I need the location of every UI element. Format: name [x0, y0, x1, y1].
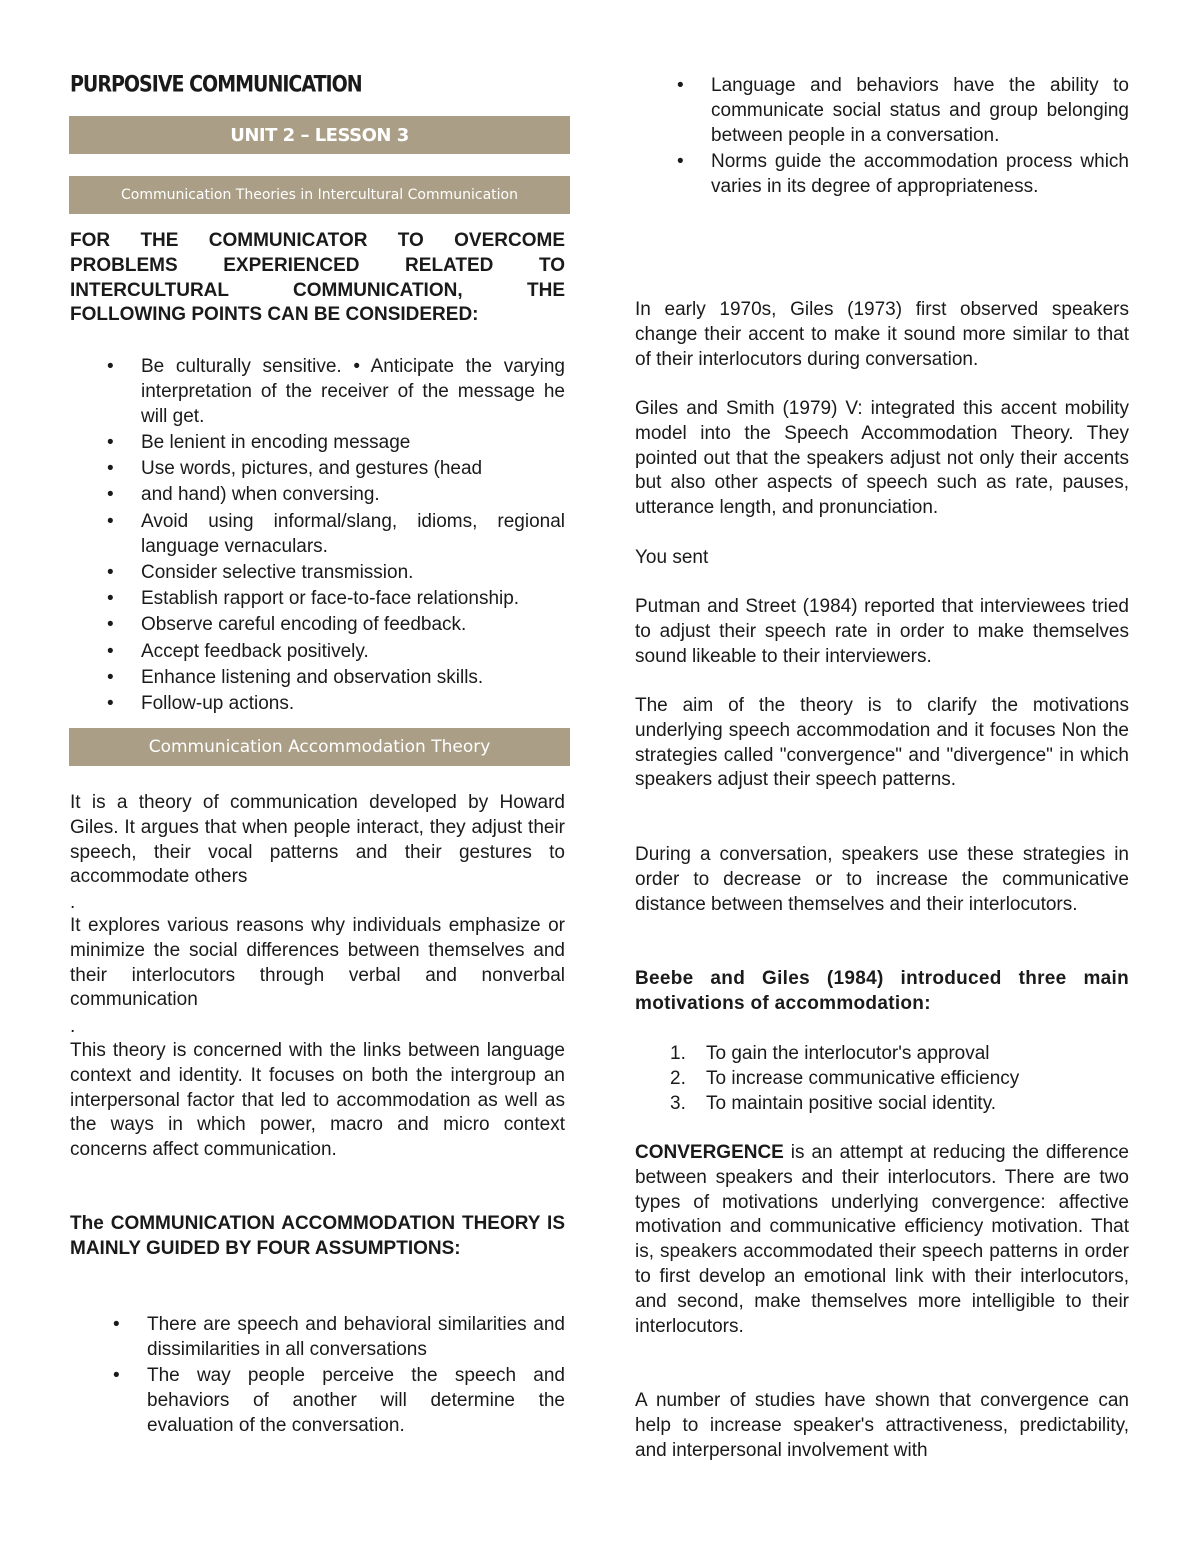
list-item — [670, 1042, 1129, 1067]
list-text: To increase communicative efficiency — [706, 1067, 1020, 1089]
list-item: • Be culturally sensitive. • Anticipate the varying interpretation of the receiver of the message he will get. — [141, 355, 565, 429]
motivations-list — [670, 1042, 1129, 1116]
section-band-cat: Communication Accommodation Theory — [69, 728, 570, 766]
convergence-paragraph — [635, 1141, 1129, 1339]
list-text: To maintain positive social identity. — [706, 1092, 997, 1114]
putman-street-paragraph: Putman and Street (1984) reported that interviewees tried to adjust their speech rate in order to make themselves sound likeable to their interviewers. — [635, 596, 1129, 667]
list-number: 1. — [670, 1043, 686, 1064]
assumptions-list — [147, 1313, 565, 1440]
list-item: • Use words, pictures, and gestures (head — [141, 457, 565, 482]
list-item: • Be lenient in encoding message — [141, 431, 565, 456]
list-item: • Avoid using informal/slang, idioms, regional language vernaculars. — [141, 510, 565, 560]
list-item: • and hand) when conversing. — [141, 483, 565, 508]
list-item: • Consider selective transmission. — [141, 561, 565, 586]
during-conversation-paragraph: During a conversation, speakers use these strategies in order to decrease or to increase the communicative distance between themselves and their interlocutors. — [635, 844, 1129, 915]
list-item — [670, 1067, 1129, 1092]
list-item: • Enhance listening and observation skills. — [141, 666, 565, 691]
convergence-text: is an attempt at reducing the difference between speakers and their interlocutors. There are two types of motivations underlying convergence: affective motivation and communicative efficiency motivation. That is, speakers accommodated their speech patterns in order to first develop an emotional link with their interlocutors, and second, make themselves more intelligible to their interlocutors. — [635, 1142, 1129, 1337]
intro-heading: FOR THE COMMUNICATOR TO OVERCOME PROBLEMS EXPERIENCED RELATED TO INTERCULTURAL COMMUNICATION, THE FOLLOWING POINTS CAN BE CONSIDERED: — [70, 230, 565, 326]
list-item: • Language and behaviors have the ability to communicate social status and group belonging between people in a conversation. — [711, 74, 1129, 148]
you-sent-line: You sent — [635, 547, 709, 568]
assumptions-heading: The COMMUNICATION ACCOMMODATION THEORY IS MAINLY GUIDED BY FOUR ASSUMPTIONS: — [70, 1213, 565, 1259]
tips-list — [141, 355, 565, 719]
lesson-subtitle-band: Communication Theories in Intercultural Communication — [69, 176, 570, 214]
dot-line: . — [70, 892, 76, 913]
convergence-term: CONVERGENCE — [635, 1142, 784, 1163]
list-text: To gain the interlocutor's approval — [706, 1043, 990, 1064]
cat-paragraph-2: It explores various reasons why individuals emphasize or minimize the social differences between themselves and their interlocutors through verbal and nonverbal communication — [70, 915, 565, 1011]
list-item — [670, 1092, 1129, 1117]
list-item: • Accept feedback positively. — [141, 640, 565, 665]
giles-smith-paragraph: Giles and Smith (1979) V: integrated this accent mobility model into the Speech Accommodation Theory. They pointed out that the speakers adjust not only their accents but also other aspects of speech such as rate, pauses, utterance length, and pronunciation. — [635, 398, 1129, 519]
list-number: 3. — [670, 1092, 686, 1114]
list-item: • Norms guide the accommodation process which varies in its degree of appropriateness. — [711, 150, 1129, 200]
studies-paragraph: A number of studies have shown that convergence can help to increase speaker's attractiveness, predictability, and interpersonal involvement with — [635, 1390, 1129, 1461]
assumptions-list-continued — [711, 74, 1129, 201]
list-item: • Observe careful encoding of feedback. — [141, 613, 565, 638]
motivations-heading: Beebe and Giles (1984) introduced three main motivations of accommodation: — [635, 968, 1129, 1014]
dot-line: . — [70, 1016, 76, 1037]
list-item: • Establish rapport or face-to-face relationship. — [141, 587, 565, 612]
theory-aim-paragraph: The aim of the theory is to clarify the motivations underlying speech accommodation and it focuses Non the strategies called "convergence" and "divergence" in which speakers adjust their speech patterns. — [635, 695, 1129, 791]
cat-paragraph-3: This theory is concerned with the links between language context and identity. It focuses on both the intergroup an interpersonal factor that led to accommodation as well as the ways in which power, macro and micro context concerns affect communication. — [70, 1040, 565, 1161]
unit-lesson-band: UNIT 2 – LESSON 3 — [69, 116, 570, 154]
list-number: 2. — [670, 1067, 686, 1089]
giles-1973-paragraph: In early 1970s, Giles (1973) first observed speakers change their accent to make it sound more similar to that of their interlocutors during conversation. — [635, 299, 1129, 370]
list-item: • The way people perceive the speech and behaviors of another will determine the evaluation of the conversation. — [147, 1364, 565, 1438]
list-item: • Follow-up actions. — [141, 692, 565, 717]
cat-paragraph-1: It is a theory of communication developed by Howard Giles. It argues that when people interact, they adjust their speech, their vocal patterns and their gestures to accommodate others — [70, 792, 565, 888]
document-title: PURPOSIVE COMMUNICATION — [70, 72, 362, 98]
list-item: • There are speech and behavioral similarities and dissimilarities in all conversations — [147, 1313, 565, 1363]
